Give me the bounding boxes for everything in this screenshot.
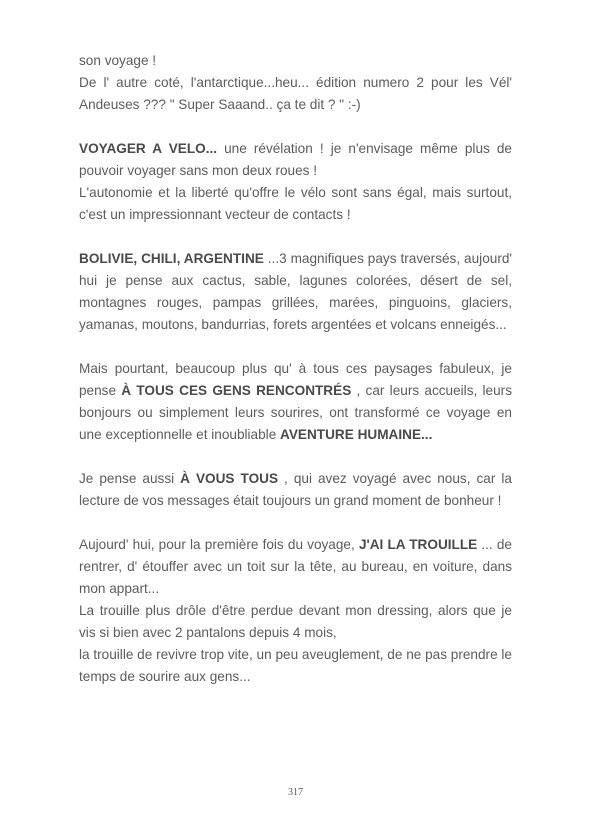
paragraph-text: Mais pourtant, beaucoup plus qu' à tous ces paysages fabuleux, je pense xyxy=(79,361,512,398)
emphasis: À VOUS TOUS xyxy=(180,471,279,486)
paragraph-text: Je pense aussi xyxy=(79,471,181,486)
emphasis: À TOUS CES GENS RENCONTRÉS xyxy=(121,383,352,398)
paragraph xyxy=(79,138,512,182)
paragraph-text: , qui avez voyagé avec nous, car la lecture de vos messages était toujours un grand moment de bonheur ! xyxy=(79,471,512,508)
paragraph: L'autonomie et la liberté qu'offre le vélo sont sans égal, mais surtout, c'est un impressionnant vecteur de contacts ! xyxy=(79,185,512,222)
paragraph xyxy=(79,534,512,600)
emphasis: J'AI LA TROUILLE xyxy=(358,537,478,552)
heading-inline: BOLIVIE, CHILI, ARGENTINE xyxy=(79,251,264,266)
paragraph: la trouille de revivre trop vite, un peu aveuglement, de ne pas prendre le temps de sourire aux gens... xyxy=(79,647,512,684)
paragraph-text: Aujourd' hui, pour la première fois du voyage, xyxy=(79,537,359,552)
paragraph: La trouille plus drôle d'être perdue devant mon dressing, alors que je vis si bien avec 2 pantalons depuis 4 mois, xyxy=(79,603,512,640)
paragraph: son voyage ! xyxy=(79,53,157,68)
emphasis: AVENTURE HUMAINE... xyxy=(280,427,433,442)
paragraph: De l' autre coté, l'antarctique...heu... édition numero 2 pour les Vél' Andeuses ??? " Super Saaand.. ça te dit ? " :-) xyxy=(79,75,512,112)
paragraph-text: , car leurs accueils, leurs bonjours ou simplement leurs sourires, ont transformé ce voyage en une exceptionnelle et inoubliable xyxy=(79,383,512,442)
paragraph-text: une révélation ! je n'envisage même plus de pouvoir voyager sans mon deux roues ! xyxy=(79,141,512,178)
paragraph xyxy=(79,358,512,446)
paragraph xyxy=(79,468,512,512)
paragraph xyxy=(79,248,512,336)
heading-inline: VOYAGER A VELO... xyxy=(79,141,218,156)
page-number: 317 xyxy=(288,787,303,798)
paragraph-text: ...3 magnifiques pays traversés, aujourd' hui je pense aux cactus, sable, lagunes colorées, désert de sel, montagnes rouges, pampas grillées, marées, pinguoins, glaciers, yamanas, moutons, bandurrias, forets argentées et volcans enneigés... xyxy=(79,251,513,332)
paragraph-text: ... de rentrer, d' étouffer avec un toit sur la tête, au bureau, en voiture, dans mon appart... xyxy=(79,537,512,596)
page-body xyxy=(79,50,512,688)
